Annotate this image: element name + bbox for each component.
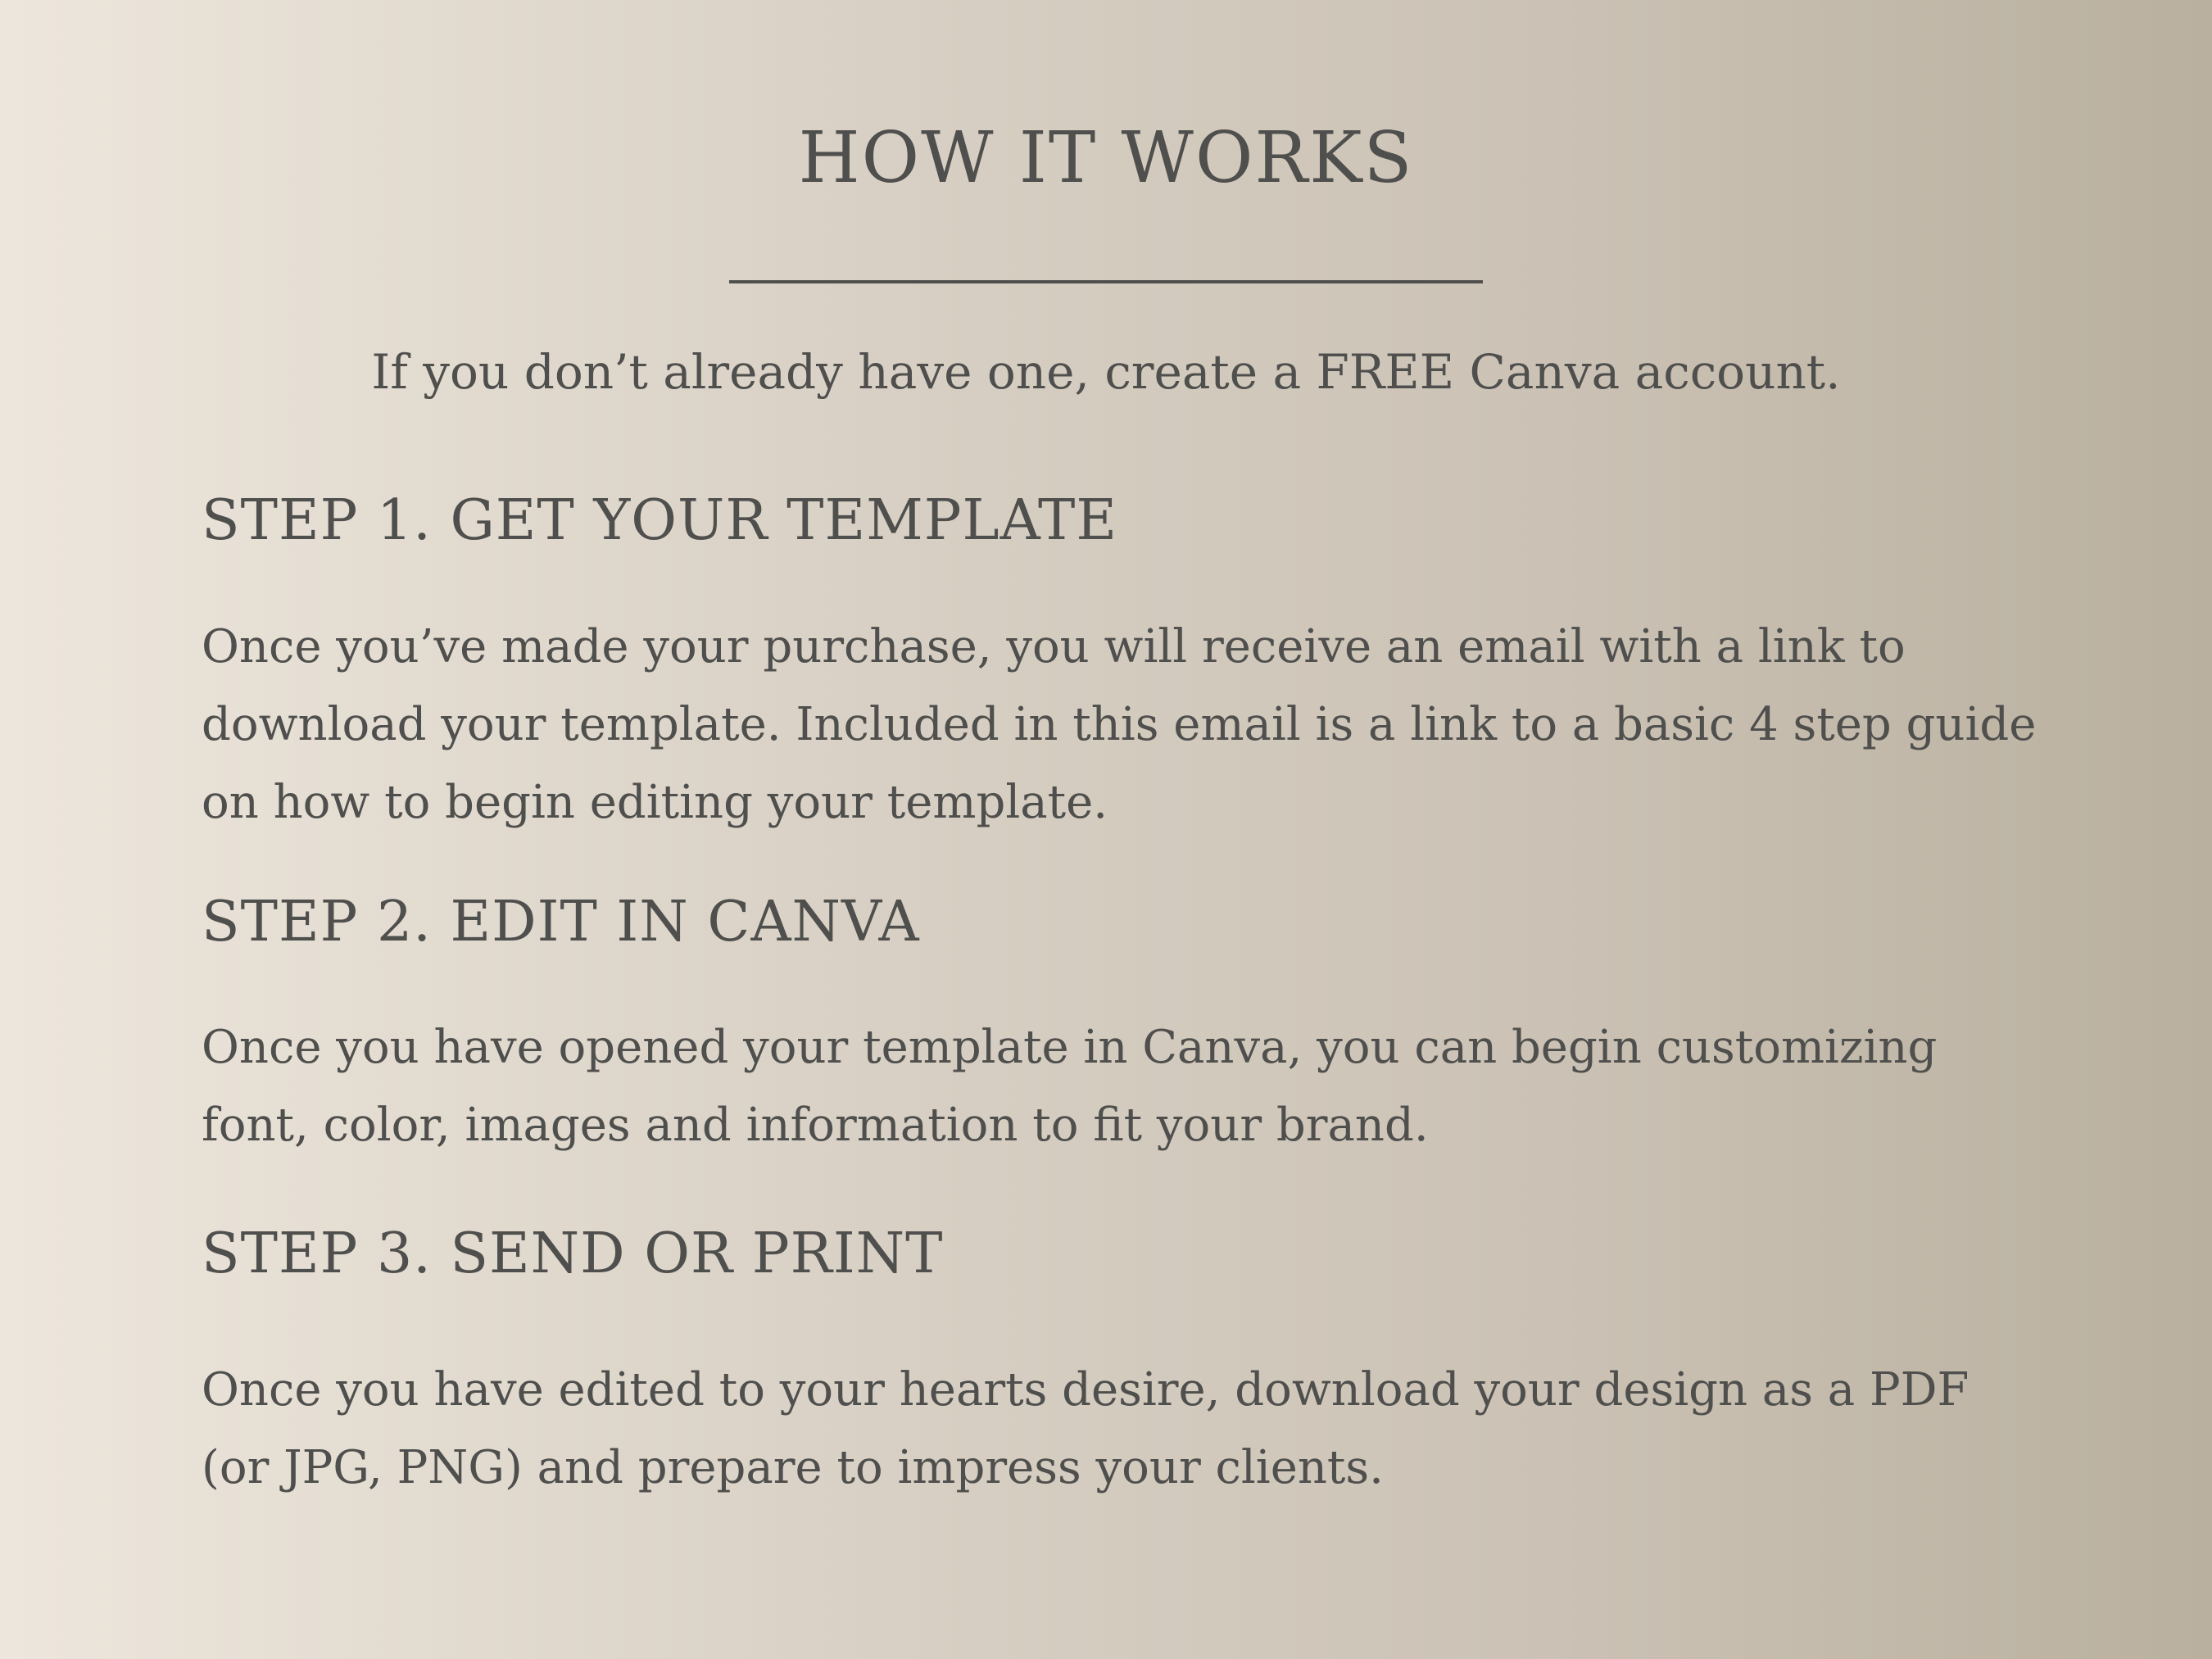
page-title: HOW IT WORKS [798, 117, 1414, 199]
title-divider [729, 280, 1483, 283]
step-3-body: Once you have edited to your hearts desire, download your design as a PDF (or JPG, PNG) and prepare to impress your clients. [202, 1363, 1969, 1494]
step-2-body: Once you have opened your template in Canva, you can begin customizing font, color, images and information to fit your brand. [202, 1021, 1938, 1152]
step-2-heading: STEP 2. EDIT IN CANVA [202, 890, 920, 954]
step-1-body: Once you’ve made your purchase, you will receive an email with a link to download your template. Included in this email is a link to a basic 4 step guide on how to begin editing your template. [202, 620, 2037, 829]
step-1-heading: STEP 1. GET YOUR TEMPLATE [202, 488, 1118, 553]
step-3-heading: STEP 3. SEND OR PRINT [202, 1222, 944, 1286]
intro-text: If you don’t already have one, create a FREE Canva account. [371, 344, 1841, 400]
